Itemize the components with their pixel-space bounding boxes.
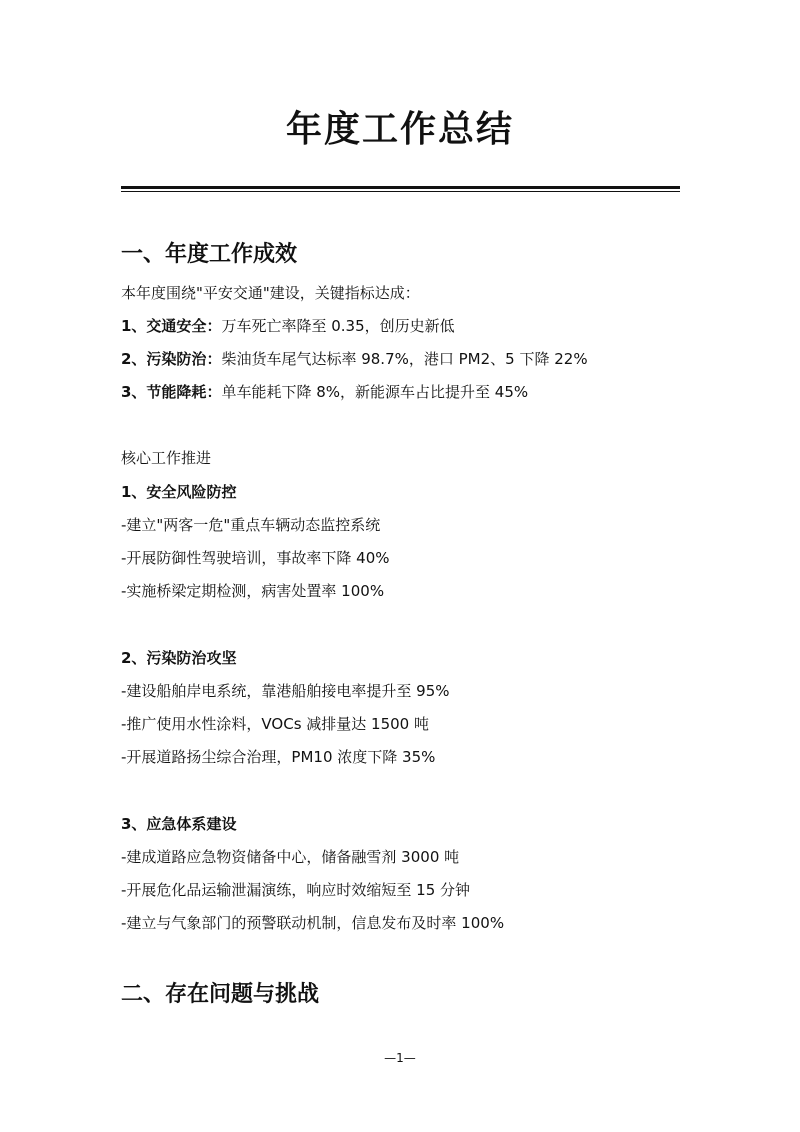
- group-2-title: 2、污染防治攻坚: [121, 649, 237, 667]
- metric-text: 单车能耗下降 8%，新能源车占比提升至 45%: [221, 383, 529, 401]
- metric-traffic-safety: [121, 315, 455, 337]
- group-2-item: -开展道路扬尘综合治理，PM10 浓度下降 35%: [121, 748, 436, 766]
- metric-pollution-control: [121, 348, 588, 370]
- group-1-item: -开展防御性驾驶培训，事故率下降 40%: [121, 549, 390, 567]
- group-1-item: -实施桥梁定期检测，病害处置率 100%: [121, 582, 385, 600]
- metric-label: 2、污染防治：: [121, 350, 222, 368]
- group-3-item: -建成道路应急物资储备中心，储备融雪剂 3000 吨: [121, 848, 460, 866]
- group-3-item: -开展危化品运输泄漏演练，响应时效缩短至 15 分钟: [121, 881, 471, 899]
- group-3-item: -建立与气象部门的预警联动机制，信息发布及时率 100%: [121, 914, 505, 932]
- metric-text: 万车死亡率降至 0.35，创历史新低: [221, 317, 455, 335]
- group-2-item: -建设船舶岸电系统，靠港船舶接电率提升至 95%: [121, 682, 450, 700]
- metric-energy-saving: [121, 381, 528, 403]
- group-1-item: -建立"两客一危"重点车辆动态监控系统: [121, 516, 381, 534]
- section-1-intro: 本年度围绕"平安交通"建设，关键指标达成：: [121, 284, 420, 302]
- metric-text: 柴油货车尾气达标率 98.7%，港口 PM2、5 下降 22%: [221, 350, 588, 368]
- group-2-item: -推广使用水性涂料，VOCs 减排量达 1500 吨: [121, 715, 429, 733]
- group-1-title: 1、安全风险防控: [121, 483, 237, 501]
- metric-label: 3、节能降耗：: [121, 383, 222, 401]
- title-rule-thick: [121, 186, 680, 189]
- group-3-title: 3、应急体系建设: [121, 815, 237, 833]
- section-1-heading: 一、年度工作成效: [121, 242, 298, 267]
- metric-label: 1、交通安全：: [121, 317, 222, 335]
- section-2-heading: 二、存在问题与挑战: [121, 982, 320, 1007]
- page-number: —1—: [384, 1051, 416, 1065]
- title-rule-thin: [121, 191, 680, 192]
- document-title: 年度工作总结: [285, 109, 514, 150]
- core-work-title: 核心工作推进: [121, 449, 212, 467]
